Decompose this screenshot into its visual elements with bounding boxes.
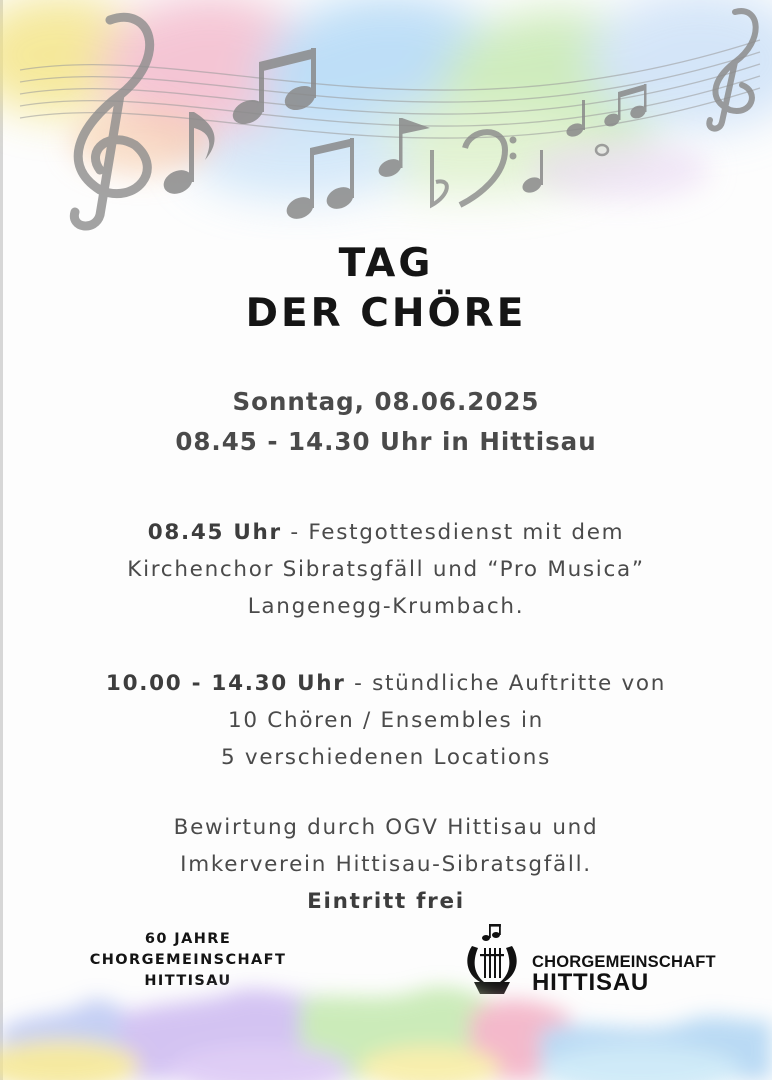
catering-info [0,809,772,920]
catering-line2: Imkerverein Hittisau-Sibratsgfäll. [180,852,592,877]
jubilee-line2: CHORGEMEINSCHAFT [89,952,287,968]
program-item-1-line1 [0,514,772,551]
admission-free: Eintritt frei [307,889,465,914]
program-item-1 [0,514,772,625]
event-date: Sonntag, 08.06.2025 [232,387,540,416]
logo-line1: CHORGEMEINSCHAFT [532,953,716,971]
catering-line1: Bewirtung durch OGV Hittisau und [173,815,599,840]
jubilee-line1: 60 JAHRE [144,931,232,947]
program-item-1-time: 08.45 Uhr [147,520,282,545]
watercolor-music-header [0,0,772,240]
program-item-2-text1: - stündliche Auftritte von [345,671,667,696]
program-item-2-line1 [0,665,772,702]
logo-line2: HITTISAU [532,969,650,996]
program-item-2-line2: 10 Chören / Ensembles in [228,708,544,733]
event-title-line1: TAG [338,241,434,286]
program-item-1-text1: - Festgottesdienst mit dem [281,520,625,545]
program-item-1-line2: Kirchenchor Sibratsgfäll und “Pro Musica” [127,557,645,582]
program-item-2-time: 10.00 - 14.30 Uhr [105,671,346,696]
program-item-1-line3: Langenegg-Krumbach. [247,594,525,619]
jubilee-line3: HITTISAU [144,973,232,989]
event-time-place: 08.45 - 14.30 Uhr in Hittisau [175,427,597,456]
watercolor-footer [0,960,772,1080]
program-item-2 [0,665,772,776]
event-title-line2: DER CHÖRE [245,291,527,336]
program-item-2-line3: 5 verschiedenen Locations [221,745,551,770]
